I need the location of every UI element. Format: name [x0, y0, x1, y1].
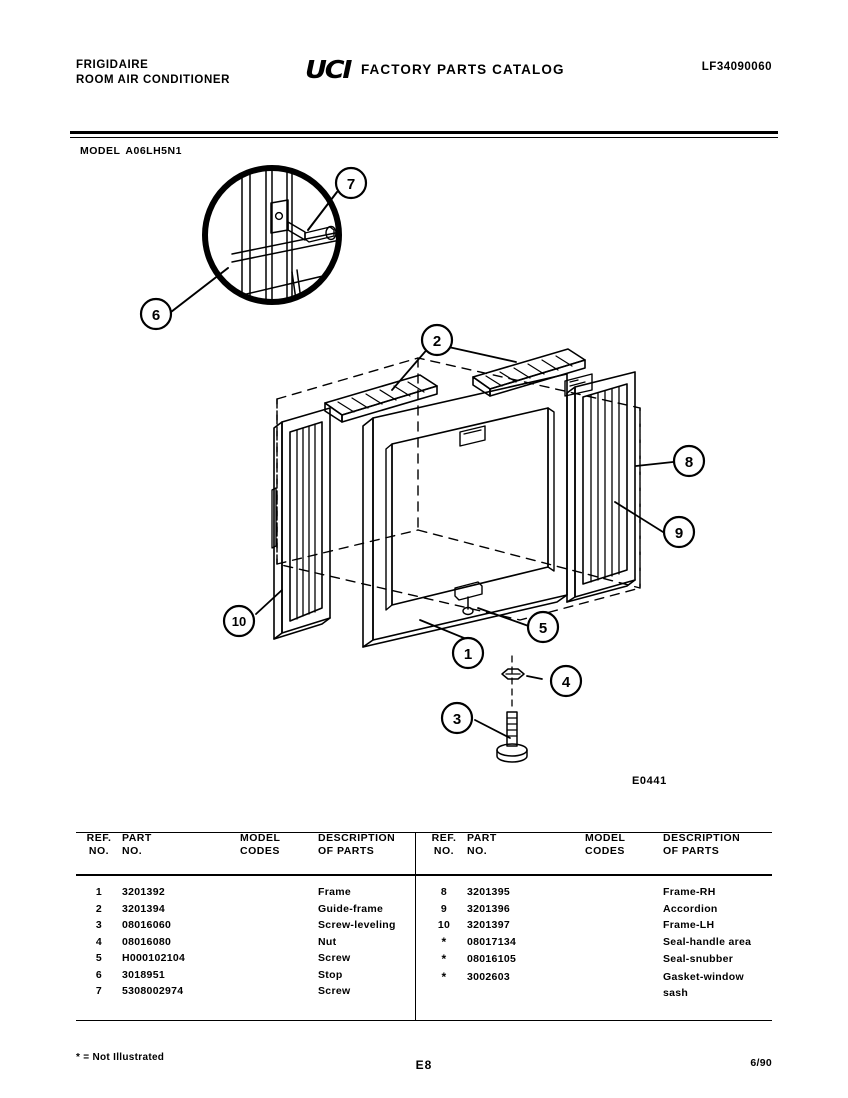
callout-2	[422, 325, 452, 355]
model-number: A06LH5N1	[125, 145, 182, 157]
column-header-ref-line2: NO.	[433, 845, 455, 857]
column-header-ref	[76, 832, 122, 874]
header-rule-thick	[70, 131, 778, 134]
cell-model-codes	[585, 969, 663, 1002]
cell-ref-no: 7	[95, 985, 103, 997]
uci-logo: UCI	[305, 55, 351, 84]
model-label: MODEL	[80, 145, 121, 157]
table-row	[76, 950, 415, 967]
table-row	[76, 884, 415, 901]
column-header-part-line1: PART	[122, 832, 152, 844]
cell-model-codes	[240, 901, 318, 918]
column-header-part-line1: PART	[467, 832, 497, 844]
parts-table-right-body	[421, 874, 760, 1002]
table-row	[421, 917, 760, 934]
cell-ref-no: 8	[440, 886, 448, 898]
cell-model-codes	[240, 917, 318, 934]
exploded-parts-diagram	[0, 150, 848, 810]
callout-5	[528, 612, 558, 642]
cell-ref-no: 10	[437, 919, 451, 931]
parts-table-left	[76, 832, 415, 1000]
callout-9	[664, 517, 694, 547]
cell-part-no: 08016080	[122, 935, 172, 948]
column-header-codes-line2: CODES	[585, 845, 625, 857]
brand-block	[76, 58, 230, 88]
cell-part-no: 3201395	[467, 886, 510, 898]
catalog-code: LF34090060	[701, 61, 772, 73]
column-header-description-line1: DESCRIPTION	[318, 832, 396, 844]
callout-7-label: 7	[346, 176, 356, 193]
table-column-divider	[415, 832, 416, 1020]
table-row	[421, 934, 760, 952]
right-accordion-panel	[565, 372, 635, 602]
callout-8-label: 8	[684, 454, 694, 471]
table-row	[421, 969, 760, 1002]
cell-ref-no: 1	[95, 886, 103, 898]
catalog-header	[305, 57, 565, 82]
callout-9-label: 9	[674, 525, 684, 542]
column-header-description-line2: OF PARTS	[318, 845, 375, 857]
cell-ref-no: *	[441, 969, 447, 984]
cell-ref-no: *	[441, 952, 447, 966]
cell-model-codes	[240, 983, 318, 1000]
cell-description: Nut	[318, 935, 337, 948]
table-row	[421, 884, 760, 901]
column-header-description-line2: OF PARTS	[663, 845, 720, 857]
cell-part-no: 3201397	[467, 919, 510, 931]
table-header-row	[76, 832, 415, 874]
cell-model-codes	[240, 934, 318, 951]
column-header-codes	[240, 832, 318, 874]
cell-model-codes	[240, 884, 318, 901]
table-row	[421, 951, 760, 969]
table-row	[76, 901, 415, 918]
cell-part-no: 08016060	[122, 919, 172, 931]
callout-1-label: 1	[463, 646, 473, 663]
table-spacer	[421, 874, 760, 884]
table-row	[76, 967, 415, 984]
cell-part-no: 08017134	[467, 935, 517, 948]
table-bottom-rule	[76, 1020, 772, 1021]
callout-6-label: 6	[151, 307, 161, 324]
cell-ref-no: 5	[95, 952, 103, 964]
column-header-description	[663, 832, 760, 874]
cell-description: Seal-snubber	[663, 953, 734, 965]
header-rule-thin	[70, 137, 778, 138]
callout-3-label: 3	[452, 711, 462, 728]
detail-magnifier	[205, 166, 340, 302]
column-header-codes-line2: CODES	[240, 845, 280, 857]
table-row	[76, 917, 415, 934]
callout-1	[453, 638, 483, 668]
cell-ref-no: 4	[95, 935, 103, 948]
table-row	[421, 901, 760, 918]
revision-date: 6/90	[750, 1057, 772, 1069]
cell-model-codes	[585, 951, 663, 969]
cell-part-no: H000102104	[122, 952, 186, 964]
cell-part-no: 5308002974	[122, 985, 184, 997]
leveling-screw-assembly	[497, 656, 527, 762]
column-header-ref	[421, 832, 467, 874]
table-header-row	[421, 832, 760, 874]
cell-description: Frame-LH	[663, 919, 715, 931]
drawing-id: E0441	[632, 775, 667, 787]
cell-model-codes	[585, 934, 663, 952]
table-spacer	[76, 874, 415, 884]
cell-model-codes	[585, 884, 663, 901]
cabinet-hidden-outline	[277, 358, 640, 620]
cell-description: Stop	[318, 968, 343, 981]
column-header-codes-line1: MODEL	[585, 832, 626, 844]
cell-description: Accordion	[663, 902, 718, 915]
cell-ref-no: *	[441, 934, 447, 949]
cell-part-no: 08016105	[467, 953, 517, 965]
cell-part-no: 3201394	[122, 902, 165, 915]
cell-description: Seal-handle area	[663, 935, 752, 948]
column-header-codes-line1: MODEL	[240, 832, 281, 844]
column-header-ref-line1: REF.	[431, 832, 457, 844]
cell-part-no: 3201396	[467, 902, 510, 915]
parts-table-right	[421, 832, 760, 1002]
callout-8	[674, 446, 704, 476]
catalog-title: FACTORY PARTS CATALOG	[360, 62, 565, 77]
cell-ref-no: 9	[440, 902, 448, 915]
column-header-part-line2: NO.	[467, 845, 488, 857]
cell-ref-no: 6	[95, 968, 103, 981]
cell-description: Gasket-window sash	[663, 970, 744, 999]
column-header-description-line1: DESCRIPTION	[663, 832, 741, 844]
cell-description: Frame-RH	[663, 886, 716, 898]
callout-5-label: 5	[538, 620, 548, 637]
product-category: ROOM AIR CONDITIONER	[76, 74, 231, 86]
cell-model-codes	[585, 917, 663, 934]
table-row	[76, 934, 415, 951]
column-header-part-line2: NO.	[122, 845, 143, 857]
cell-model-codes	[240, 950, 318, 967]
table-row	[76, 983, 415, 1000]
callout-10	[224, 606, 254, 636]
callout-6	[141, 299, 171, 329]
parts-table-left-body	[76, 874, 415, 1000]
column-header-part	[122, 832, 240, 874]
callout-4	[551, 666, 581, 696]
callout-7	[336, 168, 366, 198]
cell-description: Screw	[318, 985, 351, 997]
cell-description: Screw-leveling	[318, 919, 396, 931]
cell-ref-no: 3	[95, 919, 103, 931]
callout-2-label: 2	[432, 333, 442, 350]
column-header-description	[318, 832, 415, 874]
cell-part-no: 3002603	[467, 970, 510, 983]
page-number: E8	[415, 1058, 433, 1072]
cell-description: Frame	[318, 886, 352, 898]
parts-table	[76, 832, 772, 1022]
callout-4-label: 4	[561, 674, 571, 691]
column-header-codes	[585, 832, 663, 874]
cell-ref-no: 2	[95, 902, 103, 915]
cell-description: Guide-frame	[318, 902, 384, 915]
guide-frame-front	[325, 375, 437, 422]
cell-part-no: 3201392	[122, 886, 165, 898]
column-header-ref-line1: REF.	[86, 832, 112, 844]
brand-name: FRIGIDAIRE	[76, 59, 149, 71]
callout-10-label: 10	[231, 614, 247, 629]
left-accordion-panel	[272, 408, 330, 639]
footnote: * = Not Illustrated	[76, 1052, 165, 1063]
cell-model-codes	[585, 901, 663, 918]
callout-3	[442, 703, 472, 733]
main-frame	[363, 374, 567, 647]
cell-model-codes	[240, 967, 318, 984]
cell-part-no: 3018951	[122, 968, 165, 981]
cell-description: Screw	[318, 952, 351, 964]
column-header-ref-line2: NO.	[88, 845, 110, 857]
column-header-part	[467, 832, 585, 874]
